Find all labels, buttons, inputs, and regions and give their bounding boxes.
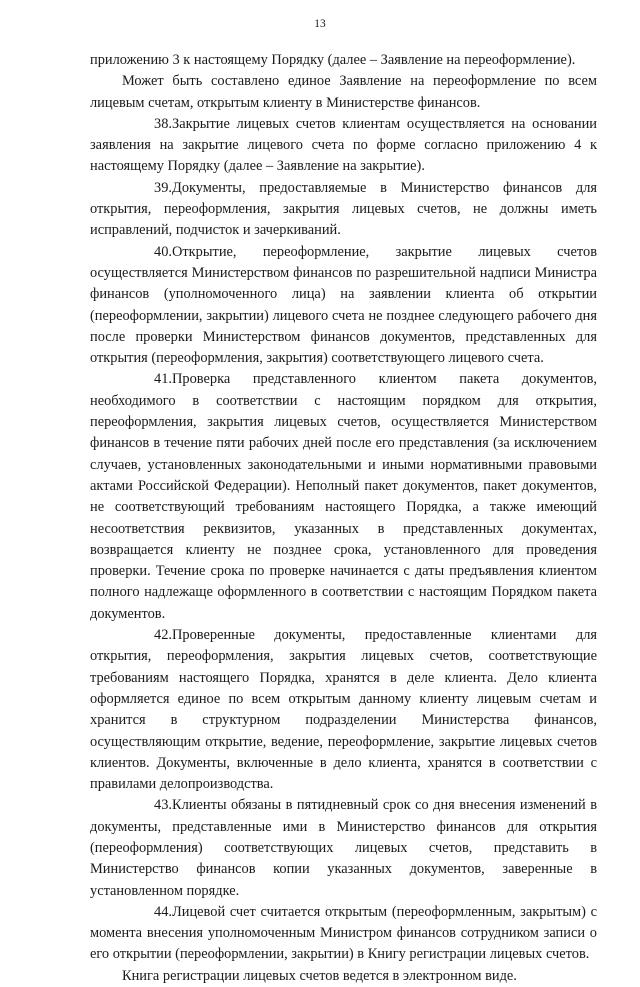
paragraph-text: Проверенные документы, предоставленные клиентами для открытия, переоформления, закрытия лицевых счетов, соответствующие требованиям настоящего Порядка, хранятся в деле клиента. Дело клиента оформляется единое по всем открытым данному клиенту лицевым счетам и хранится в структурном подразделении Министерства финансов, осуществляющим открытие, ведение, переоформление, закрытие лицевых счетов клиентов. Документы, включенные в дело клиента, хранятся в соответствии с правилами делопроизводства. bbox=[90, 627, 597, 793]
paragraph-44 bbox=[90, 902, 597, 966]
paragraph-text: Проверка представленного клиентом пакета документов, необходимого в соответствии с настоящим порядком для открытия, переоформления, закрытия лицевых счетов, осуществляется Министерством финансов в течение пяти рабочих дней после его представления (за исключением случаев, установленных законодательными и иными нормативными правовыми актами Российской Федерации). Неполный пакет документов, пакет документов, не соответствующий требованиям настоящего Порядка, а также имеющий несоответствия реквизитов, указанных в представленных документах, возвращается клиенту не позднее срока, установленного для проведения проверки. Течение срока по проверке начинается с даты предъявления клиентом полного надлежаще оформленного в соответствии с настоящим Порядком пакета документов. bbox=[90, 371, 597, 622]
page-number: 13 bbox=[314, 18, 326, 30]
document-body bbox=[90, 50, 597, 987]
paragraph-42 bbox=[90, 625, 597, 795]
paragraph-number: 42. bbox=[154, 627, 172, 644]
paragraph-39 bbox=[90, 178, 597, 242]
paragraph-text: Клиенты обязаны в пятидневный срок со дня внесения изменений в документы, представленные ими в Министерство финансов для открытия (переоформления) соответствующих лицевых счетов, представить в Министерство финансов копии указанных документов, заверенные в установленном порядке. bbox=[90, 797, 597, 899]
paragraph-43 bbox=[90, 795, 597, 901]
paragraph-number: 39. bbox=[154, 179, 172, 196]
paragraph-number: 41. bbox=[154, 371, 172, 388]
paragraph-40 bbox=[90, 242, 597, 370]
paragraph-number: 43. bbox=[154, 797, 172, 814]
paragraph-41 bbox=[90, 369, 597, 625]
paragraph-text: Закрытие лицевых счетов клиентам осуществляется на основании заявления на закрытие лицевого счета по форме согласно приложению 4 к настоящему Порядку (далее – Заявление на закрытие). bbox=[90, 115, 597, 175]
paragraph-38 bbox=[90, 114, 597, 178]
paragraph-number: 38. bbox=[154, 115, 172, 132]
paragraph bbox=[90, 71, 597, 114]
paragraph-continuation bbox=[90, 50, 597, 71]
paragraph-number: 44. bbox=[154, 903, 172, 920]
paragraph bbox=[90, 966, 597, 987]
paragraph-number: 40. bbox=[154, 243, 172, 260]
paragraph-text: Лицевой счет считается открытым (переоформленным, закрытым) с момента внесения уполномоченным Министром финансов сотрудником записи о его открытии (переоформлении, закрытии) в Книгу регистрации лицевых счетов. bbox=[90, 903, 597, 963]
paragraph-text: Книга регистрации лицевых счетов ведется в электронном виде. bbox=[122, 967, 517, 984]
paragraph-text: приложению 3 к настоящему Порядку (далее – Заявление на переоформление). bbox=[90, 52, 576, 68]
paragraph-text: Документы, предоставляемые в Министерство финансов для открытия, переоформления, закрытия лицевых счетов, не должны иметь исправлений, подчисток и зачеркиваний. bbox=[90, 179, 597, 239]
paragraph-text: Может быть составлено единое Заявление на переоформление по всем лицевым счетам, открытым клиенту в Министерстве финансов. bbox=[90, 73, 597, 111]
paragraph-text: Открытие, переоформление, закрытие лицевых счетов осуществляется Министерством финансов по разрешительной надписи Министра финансов (уполномоченного лица) на заявлении клиента об открытии (переоформлении, закрытии) лицевого счета не позднее следующего рабочего дня после проверки Министерством финансов документов, представленных для открытия (переоформления, закрытия) соответствующего лицевого счета. bbox=[90, 243, 597, 367]
